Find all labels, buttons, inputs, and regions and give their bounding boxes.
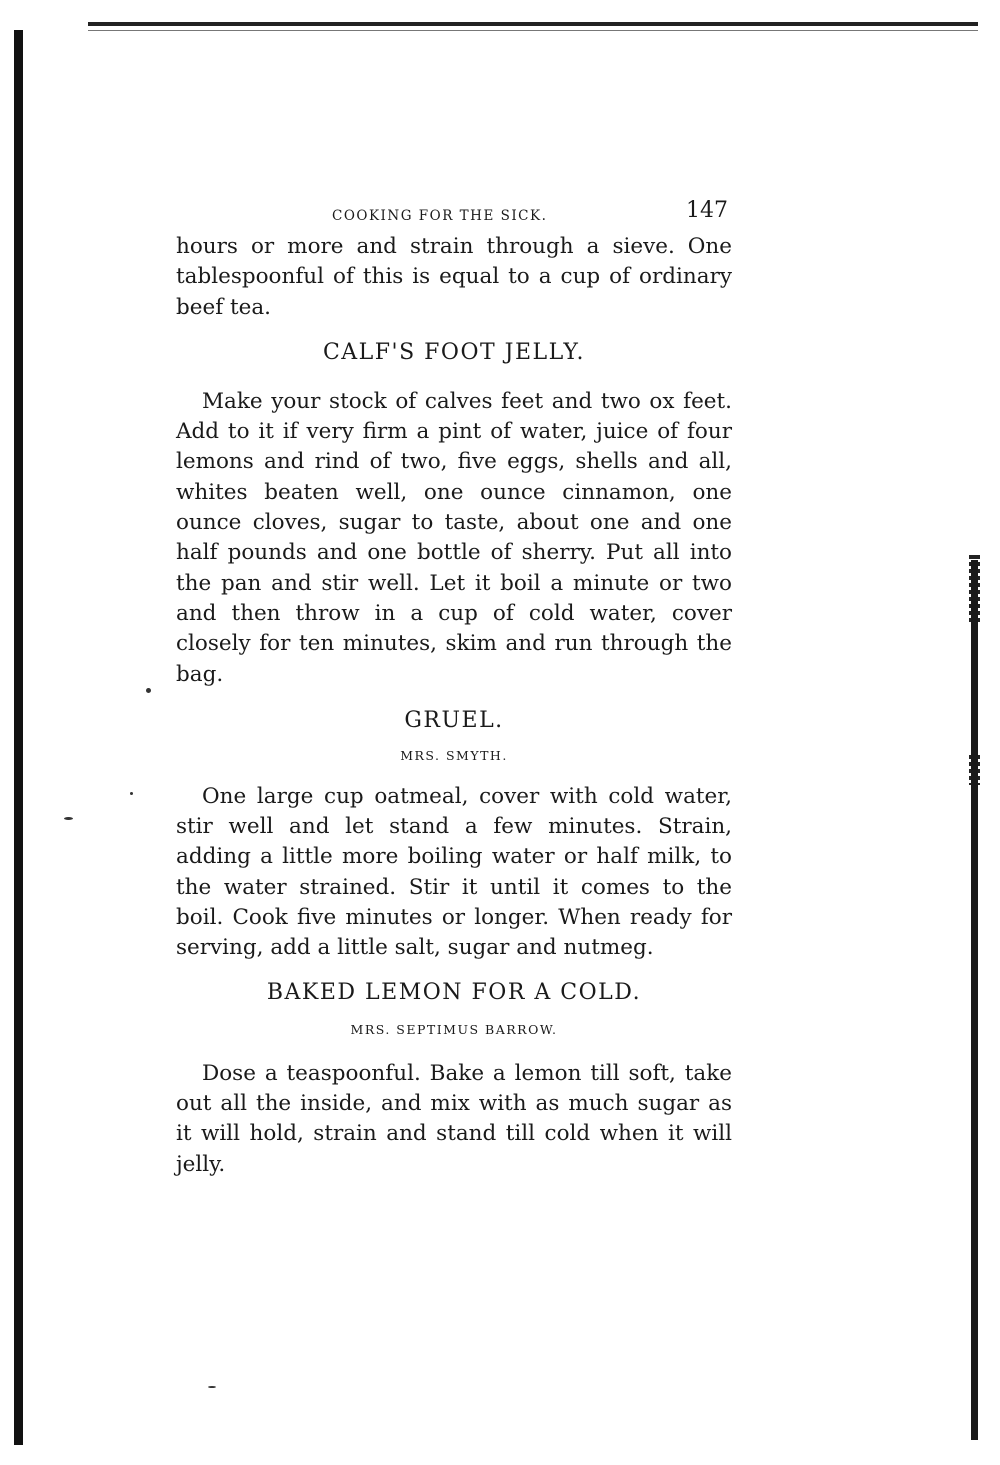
running-title: COOKING FOR THE SICK. xyxy=(332,208,548,224)
recipe-author-gruel: MRS. SMYTH. xyxy=(400,747,508,763)
scan-speck xyxy=(208,1386,216,1388)
recipe-title-baked-lemon: BAKED LEMON FOR A COLD. xyxy=(266,979,642,1005)
scan-edge-right xyxy=(971,560,978,1440)
recipe-title-calfs-foot-jelly: CALF'S FOOT JELLY. xyxy=(322,339,586,365)
recipe-title-gruel: GRUEL. xyxy=(404,707,504,733)
scan-edge-top-thin xyxy=(88,30,978,31)
continuation-paragraph: hours or more and strain through a sieve. One tablespoonful of this is equal to a cup of ordinary beef tea. xyxy=(176,234,732,320)
recipe-author-baked-lemon: MRS. SEPTIMUS BARROW. xyxy=(350,1021,558,1037)
recipe-text-gruel: One large cup oatmeal, cover with cold water, stir well and let stand a few minutes. Strain, adding a little more boiling water or half milk, to the water strained. Stir it until it comes to the boil. Cook five minutes or longer. When ready for serving, add a little salt, sugar and nutmeg. xyxy=(176,783,732,961)
scan-speck xyxy=(130,792,133,795)
running-head xyxy=(176,198,732,232)
recipe-text-baked-lemon: Dose a teaspoonful. Bake a lemon till soft, take out all the inside, and mix with as much sugar as it will hold, strain and stand till cold when it will jelly. xyxy=(176,1060,732,1177)
scan-speck xyxy=(64,817,73,820)
scan-speck xyxy=(146,688,151,693)
page-number: 147 xyxy=(686,198,728,223)
scan-edge-top xyxy=(88,22,978,26)
book-page xyxy=(176,198,732,1180)
recipe-text-calfs-foot-jelly: Make your stock of calves feet and two ox feet. Add to it if very firm a pint of water, juice of four lemons and rind of two, five eggs, shells and all, whites beaten well, one ounce cinnamon, one ounce cloves, sugar to taste, about one and one half pounds and one bottle of sherry. Put all into the pan and stir well. Let it boil a minute or two and then throw in a cup of cold water, cover closely for ten minutes, skim and run through the bag. xyxy=(176,388,732,687)
scan-edge-left xyxy=(14,30,23,1445)
